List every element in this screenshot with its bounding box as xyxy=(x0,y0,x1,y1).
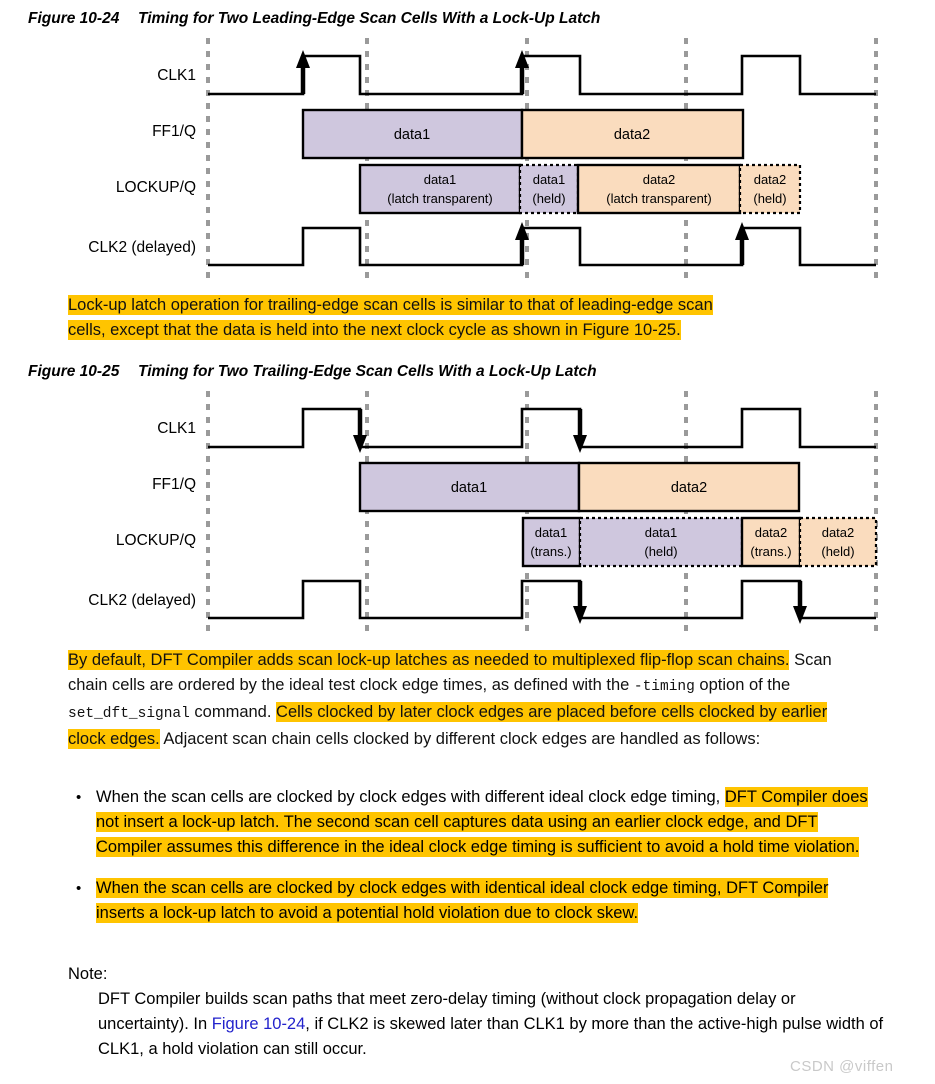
figure-number-10-25: Figure 10-25 xyxy=(28,363,120,380)
lockupq-box-3-label: data2 xyxy=(754,525,788,540)
waveform-svg-10-25 xyxy=(0,387,935,637)
waveform-svg-10-24 xyxy=(0,34,935,284)
lockupq-box-3-label: data2 xyxy=(642,172,676,187)
para2-plain-c: command. xyxy=(189,703,277,721)
clk2-waveform xyxy=(208,228,876,265)
signal-label-clk2: CLK2 (delayed) xyxy=(88,592,196,609)
bullet-text-1 xyxy=(96,785,878,860)
paragraph-dft-compiler-defaults xyxy=(68,648,868,752)
lockupq-box-1-label: data1 xyxy=(423,172,457,187)
figure-caption-10-24 xyxy=(28,10,600,28)
bullet2-highlight-a: When the scan cells are clocked by clock edges with identical ideal clock edge timing, DFT Compiler inserts a lock-up latch to avoid a potential hold violation due to clock skew. xyxy=(96,879,829,922)
timing-diagram-10-24 xyxy=(0,34,935,284)
note-block xyxy=(68,962,888,1062)
ff1q-data-boxes xyxy=(303,110,743,158)
ff1q-box-data1-label: data1 xyxy=(450,480,488,496)
lockupq-box-2-label: data1 xyxy=(644,525,678,540)
ff1q-box-data1-label: data1 xyxy=(393,127,431,143)
signal-label-lockupq: LOCKUP/Q xyxy=(115,532,196,549)
para2-plain-a: Scan chain cells are ordered by the ideal test clock edge times, as defined with the xyxy=(68,651,832,694)
para2-plain-d: Adjacent scan chain cells clocked by different clock edges are handled as follows: xyxy=(159,730,761,748)
note-part-a: DFT Compiler builds scan paths that meet zero-delay timing (without clock propagation delay or uncertainty). In xyxy=(98,990,796,1033)
lockupq-box-1-label: data1 xyxy=(534,525,568,540)
para2-highlight-b: Cells clocked by later clock edges are placed before cells clocked by earlier clock edges. xyxy=(68,703,828,748)
lockupq-box-4-label: data2 xyxy=(821,525,855,540)
ff1q-box-data2-label: data2 xyxy=(613,127,651,143)
lockupq-box-2-sub: (held) xyxy=(644,544,678,559)
ff1q-box-data2-label: data2 xyxy=(670,480,708,496)
lockupq-box-4-label: data2 xyxy=(753,172,787,187)
ff1q-data-boxes xyxy=(360,463,799,511)
note-body xyxy=(98,987,888,1062)
para2-code-timing: -timing xyxy=(633,679,695,695)
signal-label-ff1q: FF1/Q xyxy=(152,476,196,493)
watermark-text: CSDN @viffen xyxy=(790,1058,894,1075)
figure-title-10-25: Timing for Two Trailing-Edge Scan Cells With a Lock-Up Latch xyxy=(138,363,597,380)
bullet1-plain-a: When the scan cells are clocked by clock edges with different ideal clock edge timing, xyxy=(96,788,721,806)
lockupq-box-3-sub: (trans.) xyxy=(750,544,792,559)
bullet-marker-2: • xyxy=(76,880,82,897)
lockupq-box-2-sub: (held) xyxy=(532,191,566,206)
signal-label-clk1: CLK1 xyxy=(157,420,196,437)
lockupq-box-1-sub: (latch transparent) xyxy=(387,191,493,206)
bullet1-highlight-b: The second scan cell captures data using an earlier clock edge, and DFT Compiler assumes this difference in the ideal clock edge timing is sufficient to avoid a hold time violation. xyxy=(96,813,860,856)
signal-label-ff1q: FF1/Q xyxy=(152,123,196,140)
lockupq-box-2-label: data1 xyxy=(532,172,566,187)
lockupq-box-3-sub: (latch transparent) xyxy=(606,191,712,206)
figure-title-10-24: Timing for Two Leading-Edge Scan Cells With a Lock-Up Latch xyxy=(138,10,601,27)
figure-number-10-24: Figure 10-24 xyxy=(28,10,120,27)
figure-caption-10-25 xyxy=(28,363,597,381)
timing-diagram-10-25 xyxy=(0,387,935,637)
note-part-b: , if CLK2 is skewed later than CLK1 by more than the active-high pulse width of CLK1, a hold violation can still occur. xyxy=(98,1015,884,1058)
note-figure-link[interactable]: Figure 10-24 xyxy=(211,1015,306,1033)
lockupq-box-4-sub: (held) xyxy=(753,191,787,206)
paragraph-line-1: Lock-up latch operation for trailing-edge scan cells is similar to that of leading-edge scan xyxy=(68,296,713,314)
signal-label-clk2: CLK2 (delayed) xyxy=(88,239,196,256)
para2-highlight-a: By default, DFT Compiler adds scan lock-up latches as needed to multiplexed flip-flop scan chains. xyxy=(68,651,790,669)
paragraph-line-2: cells, except that the data is held into the next clock cycle as shown in Figure 10-25. xyxy=(68,321,681,339)
para2-plain-b: option of the xyxy=(694,676,791,694)
bullet-text-2 xyxy=(96,876,878,926)
lockupq-data-boxes xyxy=(360,165,800,213)
paragraph-lockup-trailing xyxy=(68,293,868,343)
lockupq-box-4-sub: (held) xyxy=(821,544,855,559)
gridlines xyxy=(208,391,876,635)
signal-label-lockupq: LOCKUP/Q xyxy=(115,179,196,196)
clk1-waveform xyxy=(208,409,876,447)
bullet1-highlight-a: DFT Compiler does not insert a lock-up latch. xyxy=(96,788,868,831)
bullet-list xyxy=(68,785,878,942)
list-item xyxy=(68,876,878,926)
lockupq-box-1-sub: (trans.) xyxy=(530,544,572,559)
note-title: Note: xyxy=(68,965,108,983)
list-item xyxy=(68,785,878,860)
para2-code-set-dft-signal: set_dft_signal xyxy=(68,706,190,722)
clk1-waveform xyxy=(208,56,876,94)
signal-label-clk1: CLK1 xyxy=(157,67,196,84)
bullet-marker-1: • xyxy=(76,789,82,806)
lockupq-data-boxes xyxy=(523,518,876,566)
gridlines xyxy=(208,38,876,282)
clk2-waveform xyxy=(208,581,876,618)
